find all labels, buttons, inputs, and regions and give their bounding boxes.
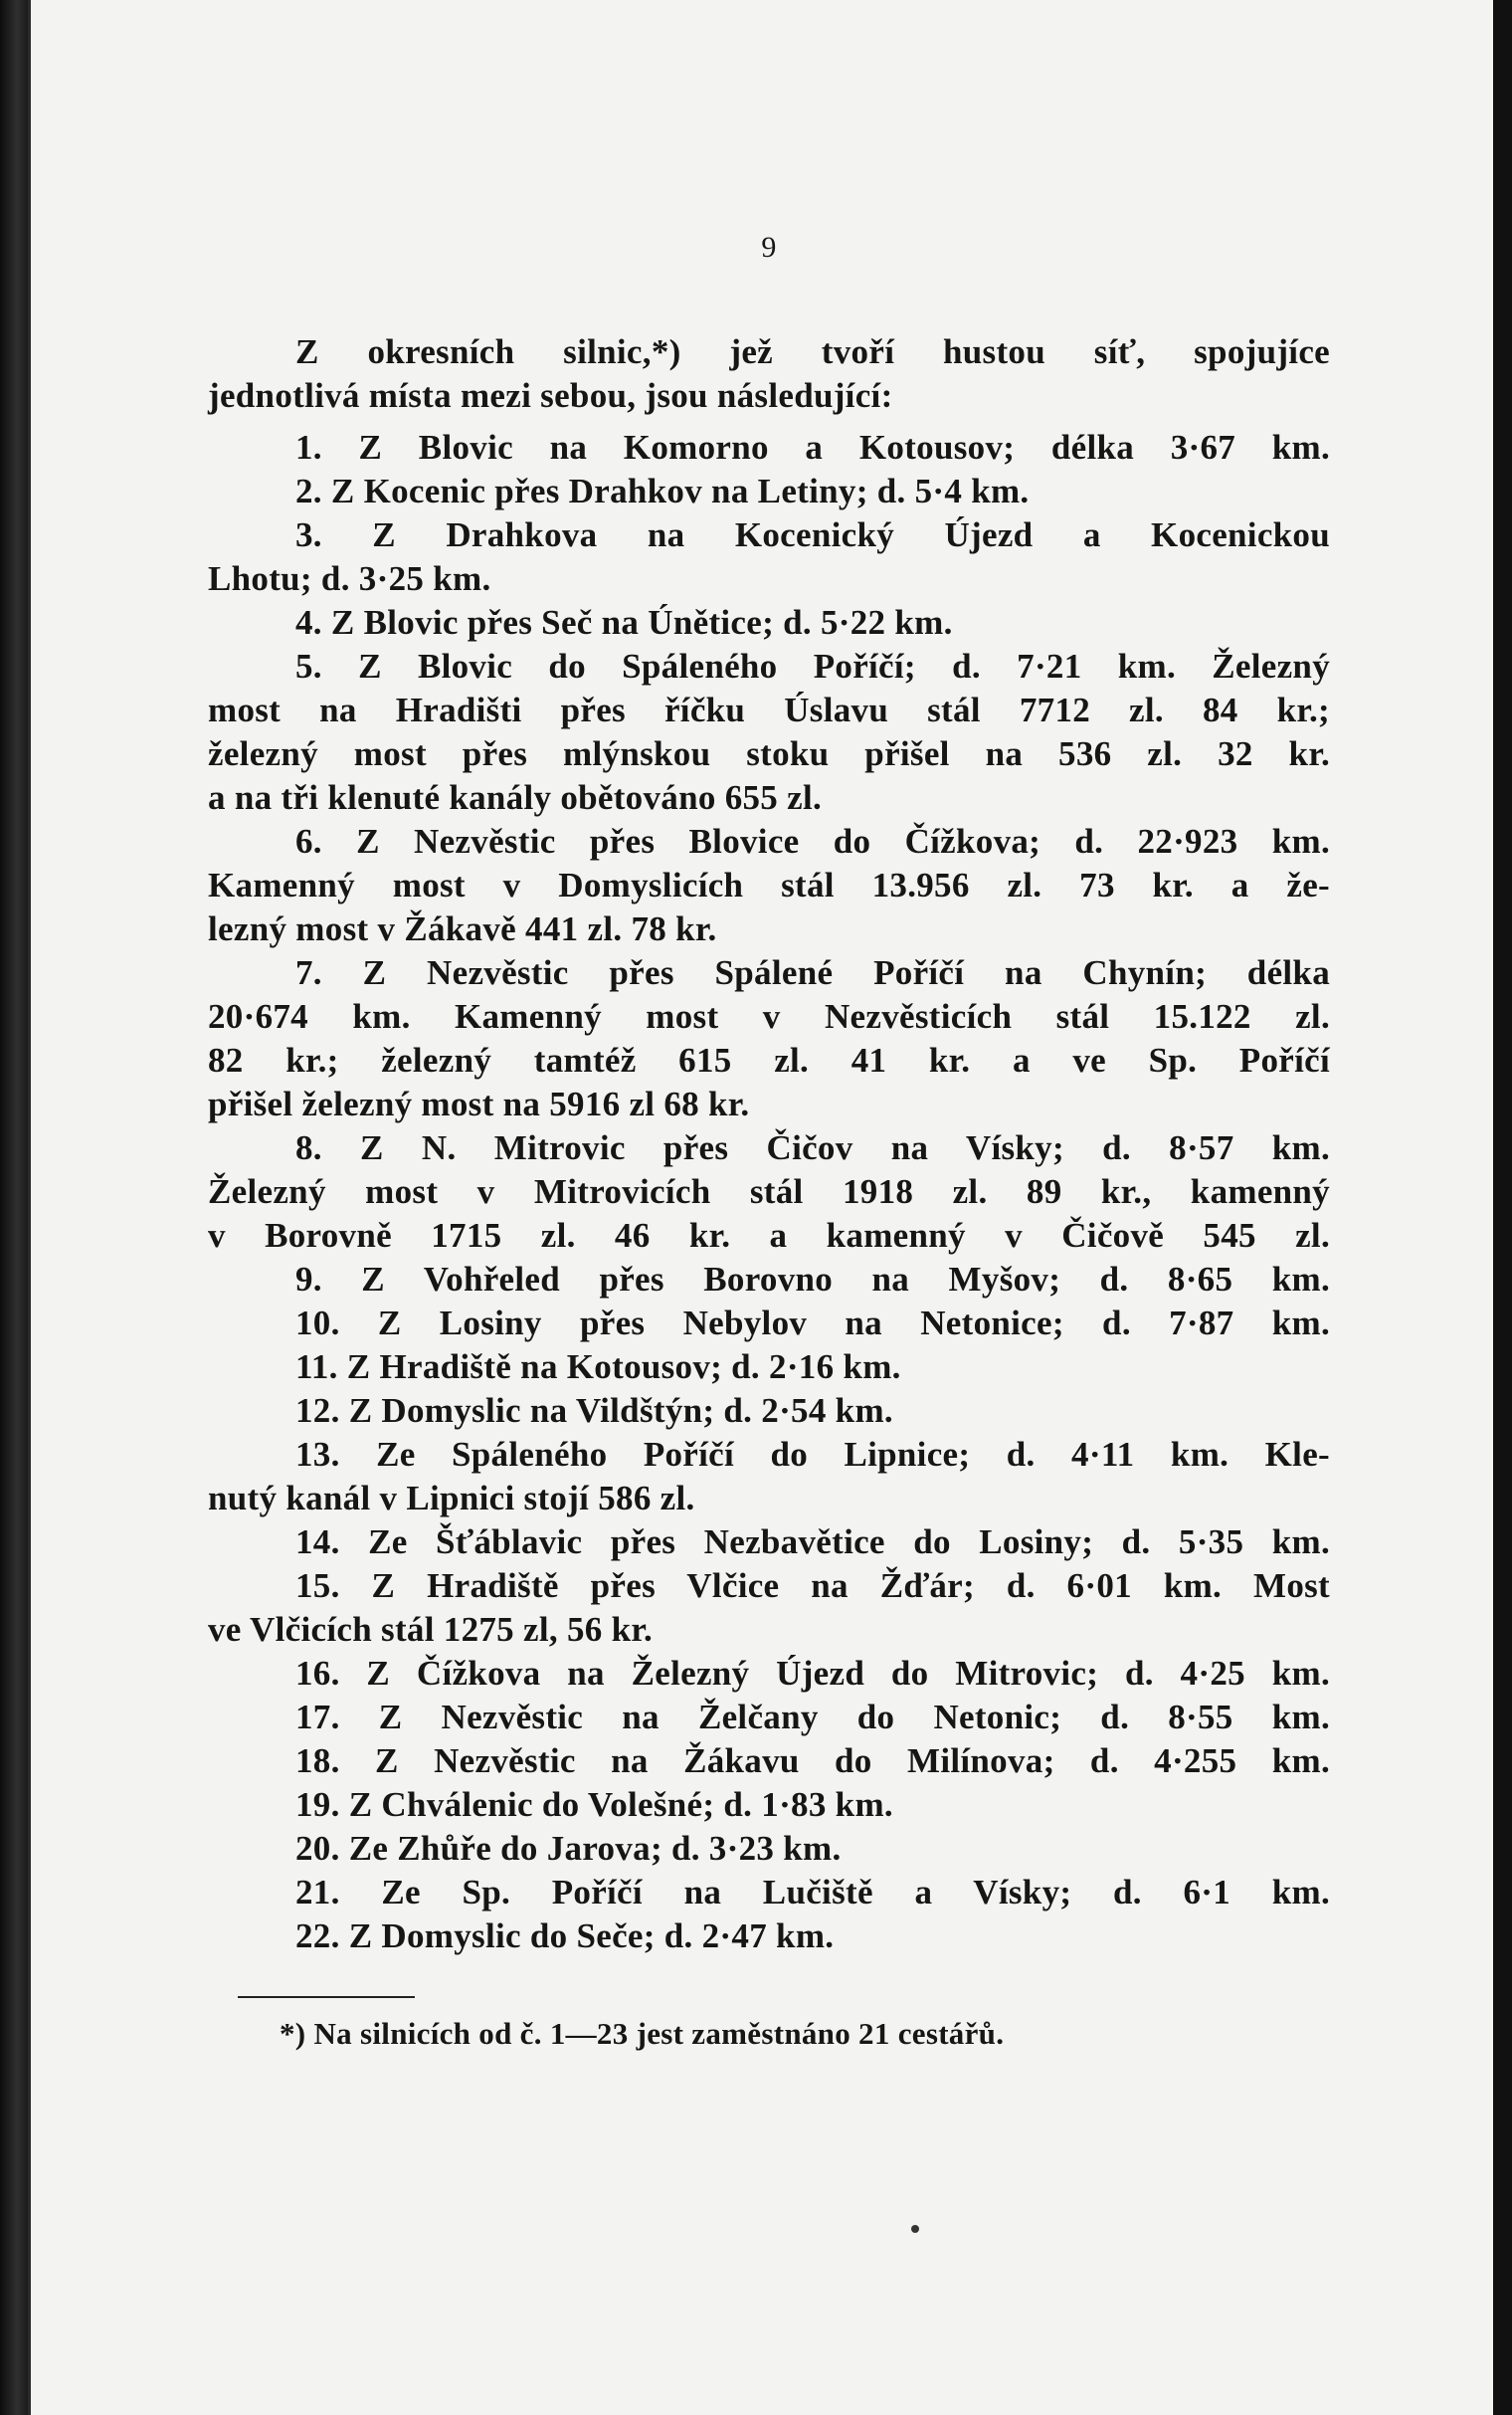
- text-line: jednotlivá místa mezi sebou, jsou následující:: [208, 376, 893, 415]
- text-line: železný most přes mlýnskou stoku přišel na 536 zl. 32 kr.: [208, 734, 1330, 773]
- book-gutter: [0, 0, 28, 2415]
- list-item: 1. Z Blovic na Komorno a Kotousov; délka 3·67 km.: [295, 428, 1330, 467]
- footnote: *) Na silnicích od č. 1—23 jest zaměstnáno 21 cestářů.: [280, 2016, 1005, 2051]
- text-line: 82 kr.; železný tamtéž 615 zl. 41 kr. a ve Sp. Poříčí: [208, 1041, 1330, 1080]
- text-line: a na tři klenuté kanály obětováno 655 zl.: [208, 778, 823, 817]
- list-item: 19. Z Chválenic do Volešné; d. 1·83 km.: [295, 1785, 893, 1824]
- list-item: 18. Z Nezvěstic na Žákavu do Milínova; d. 4·255 km.: [295, 1741, 1330, 1780]
- text-line: v Borovně 1715 zl. 46 kr. a kamenný v Čičově 545 zl.: [208, 1216, 1330, 1255]
- list-item: 5. Z Blovic do Spáleného Poříčí; d. 7·21 km. Železný: [295, 647, 1330, 686]
- list-item: 3. Z Drahkova na Kocenický Újezd a Kocenickou: [295, 515, 1330, 554]
- list-item: 9. Z Vohřeled přes Borovno na Myšov; d. 8·65 km.: [295, 1260, 1330, 1299]
- text-line: Kamenný most v Domyslicích stál 13.956 zl. 73 kr. a že-: [208, 866, 1330, 905]
- list-item: 2. Z Kocenic přes Drahkov na Letiny; d. 5·4 km.: [295, 472, 1030, 510]
- text-line: most na Hradišti přes říčku Úslavu stál 7712 zl. 84 kr.;: [208, 691, 1330, 729]
- text-line: přišel železný most na 5916 zl 68 kr.: [208, 1085, 750, 1123]
- list-item: 4. Z Blovic přes Seč na Únětice; d. 5·22 km.: [295, 603, 953, 642]
- book-page: [28, 0, 1493, 2415]
- list-item: 6. Z Nezvěstic přes Blovice do Čížkova; d. 22·923 km.: [295, 822, 1330, 861]
- list-item: 20. Ze Zhůře do Jarova; d. 3·23 km.: [295, 1829, 842, 1868]
- list-item: 11. Z Hradiště na Kotousov; d. 2·16 km.: [295, 1347, 901, 1386]
- list-item: 7. Z Nezvěstic přes Spálené Poříčí na Chynín; délka: [295, 953, 1330, 992]
- text-line: Lhotu; d. 3·25 km.: [208, 559, 491, 598]
- list-item: 15. Z Hradiště přes Vlčice na Žďár; d. 6·01 km. Most: [295, 1566, 1330, 1605]
- page-number: 9: [761, 231, 777, 264]
- text-line: 20·674 km. Kamenný most v Nezvěsticích stál 15.122 zl.: [208, 997, 1330, 1036]
- list-item: 13. Ze Spáleného Poříčí do Lipnice; d. 4·11 km. Kle-: [295, 1435, 1330, 1474]
- text-line: Železný most v Mitrovicích stál 1918 zl. 89 kr., kamenný: [208, 1172, 1330, 1211]
- paper-speck: [911, 2225, 919, 2233]
- text-line: lezný most v Žákavě 441 zl. 78 kr.: [208, 909, 717, 948]
- list-item: 10. Z Losiny přes Nebylov na Netonice; d. 7·87 km.: [295, 1304, 1330, 1342]
- list-item: 16. Z Čížkova na Železný Újezd do Mitrovic; d. 4·25 km.: [295, 1654, 1330, 1693]
- text-line: Z okresních silnic,*) jež tvoří hustou síť, spojujíce: [295, 332, 1330, 371]
- list-item: 14. Ze Šťáblavic přes Nezbavětice do Losiny; d. 5·35 km.: [295, 1522, 1330, 1561]
- list-item: 17. Z Nezvěstic na Želčany do Netonic; d. 8·55 km.: [295, 1698, 1330, 1736]
- footnote-divider: [238, 1996, 415, 1998]
- text-line: ve Vlčicích stál 1275 zl, 56 kr.: [208, 1610, 654, 1649]
- list-item: 8. Z N. Mitrovic přes Čičov na Vísky; d. 8·57 km.: [295, 1128, 1330, 1167]
- list-item: 12. Z Domyslic na Vildštýn; d. 2·54 km.: [295, 1391, 893, 1430]
- list-item: 22. Z Domyslic do Seče; d. 2·47 km.: [295, 1916, 835, 1955]
- list-item: 21. Ze Sp. Poříčí na Lučiště a Vísky; d. 6·1 km.: [295, 1873, 1330, 1912]
- text-line: nutý kanál v Lipnici stojí 586 zl.: [208, 1479, 695, 1517]
